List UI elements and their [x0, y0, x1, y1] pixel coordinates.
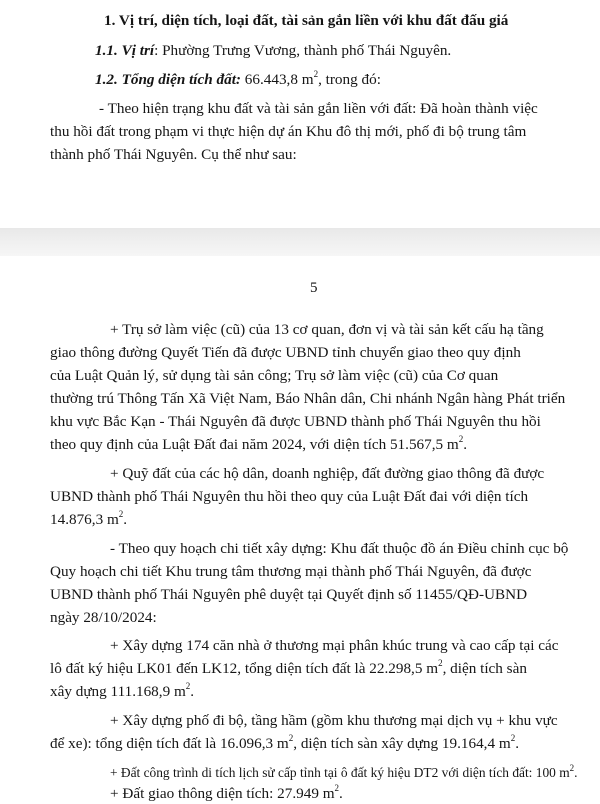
- unit-superscript: 2: [458, 433, 464, 444]
- paragraph-line: giao thông đường Quyết Tiến đã được UBND tỉnh chuyển giao theo quy định: [50, 344, 521, 361]
- paragraph-line: [50, 510, 127, 530]
- paragraph-line: + Xây dựng 174 căn nhà ở thương mại phân khúc trung và cao cấp tại các: [110, 637, 559, 654]
- line-end: .: [339, 785, 343, 802]
- paragraph-line: Quy hoạch chi tiết Khu trung tâm thương mại thành phố Thái Nguyên, đã được: [50, 563, 532, 580]
- location-label: 1.1. Vị trí: [95, 42, 155, 59]
- paragraph-line: + Xây dựng phố đi bộ, tầng hầm (gồm khu thương mại dịch vụ + khu vực: [110, 712, 558, 729]
- line-end: .: [123, 511, 128, 528]
- unit-superscript: 2: [118, 508, 124, 519]
- paragraph-line: thành phố Thái Nguyên. Cụ thể như sau:: [50, 146, 297, 163]
- page-break-gap: [0, 228, 600, 256]
- area-line: [95, 70, 381, 90]
- paragraph-line: - Theo hiện trạng khu đất và tài sản gắn liền với đất: Đã hoàn thành việc: [99, 100, 538, 117]
- paragraph-line: + Quỹ đất của các hộ dân, doanh nghiệp, đất đường giao thông đã được: [110, 465, 545, 482]
- paragraph-line: [110, 763, 577, 783]
- paragraph-line: UBND thành phố Thái Nguyên thu hồi theo quy của Luật Đất đai với diện tích: [50, 488, 529, 505]
- line-text: để xe): tổng diện tích đất là 16.096,3 m: [50, 735, 289, 752]
- location-text: : Phường Trưng Vương, thành phố Thái Nguyên.: [154, 42, 452, 59]
- unit-superscript: 2: [510, 732, 516, 743]
- paragraph-line: - Theo quy hoạch chi tiết xây dựng: Khu đất thuộc đồ án Điều chỉnh cục bộ: [110, 540, 569, 557]
- line-text: + Đất công trình di tích lịch sử cấp tỉnh tại ô đất ký hiệu DT2 với diện tích đất: 100 m: [110, 765, 570, 780]
- line-text: , diện tích sàn xây dựng 19.164,4 m: [293, 735, 511, 752]
- paragraph-line: + Trụ sở làm việc (cũ) của 13 cơ quan, đơn vị và tài sản kết cấu hạ tầng: [110, 321, 544, 338]
- line-end: .: [574, 765, 578, 780]
- line-text: , diện tích sàn: [442, 660, 527, 677]
- line-text: theo quy định của Luật Đất đai năm 2024, với diện tích 51.567,5 m: [50, 436, 459, 453]
- line-end: .: [463, 436, 468, 453]
- area-label: 1.2. Tổng diện tích đất:: [95, 71, 241, 88]
- area-suffix: , trong đó:: [318, 71, 381, 88]
- paragraph-line: [50, 682, 194, 702]
- unit-superscript: 2: [334, 782, 340, 793]
- area-value: 66.443,8 m: [240, 71, 314, 88]
- unit-superscript: 2: [185, 680, 191, 691]
- document-page-top: [0, 0, 600, 228]
- line-text: xây dựng 111.168,9 m: [50, 683, 186, 700]
- area-unit-superscript: 2: [313, 68, 319, 79]
- paragraph-line: khu vực Bắc Kạn - Thái Nguyên đã được UBND thành phố Thái Nguyên thu hồi: [50, 413, 541, 430]
- paragraph-line: ngày 28/10/2024:: [50, 609, 157, 626]
- line-end: .: [190, 683, 195, 700]
- unit-superscript: 2: [438, 657, 443, 668]
- paragraph-line: [50, 734, 519, 754]
- paragraph-line: [50, 435, 467, 455]
- location-line: [95, 41, 451, 61]
- paragraph-line: [50, 659, 527, 679]
- line-text: lô đất ký hiệu LK01 đến LK12, tổng diện tích đất là 22.298,5 m: [50, 660, 439, 677]
- paragraph-line: UBND thành phố Thái Nguyên phê duyệt tại Quyết định số 11455/QĐ-UBND: [50, 586, 528, 603]
- paragraph-line: của Luật Quản lý, sử dụng tài sản công; Trụ sở làm việc (cũ) của Cơ quan: [50, 367, 499, 384]
- line-text: + Đất giao thông diện tích: 27.949 m: [110, 785, 335, 802]
- paragraph-line: [110, 784, 343, 804]
- line-end: .: [515, 735, 519, 752]
- section-heading: 1. Vị trí, diện tích, loại đất, tài sản gắn liền với khu đất đấu giá: [104, 12, 509, 29]
- document-page-bottom: [0, 256, 600, 800]
- unit-superscript: 2: [288, 732, 294, 743]
- unit-superscript: 2: [569, 762, 575, 773]
- paragraph-line: thu hồi đất trong phạm vi thực hiện dự án Khu đô thị mới, phố đi bộ trung tâm: [50, 123, 527, 140]
- line-text: 14.876,3 m: [50, 511, 119, 528]
- paragraph-line: thường trú Thông Tấn Xã Việt Nam, Báo Nhân dân, Chi nhánh Ngân hàng Phát triển: [50, 390, 566, 407]
- page-number: 5: [310, 280, 318, 296]
